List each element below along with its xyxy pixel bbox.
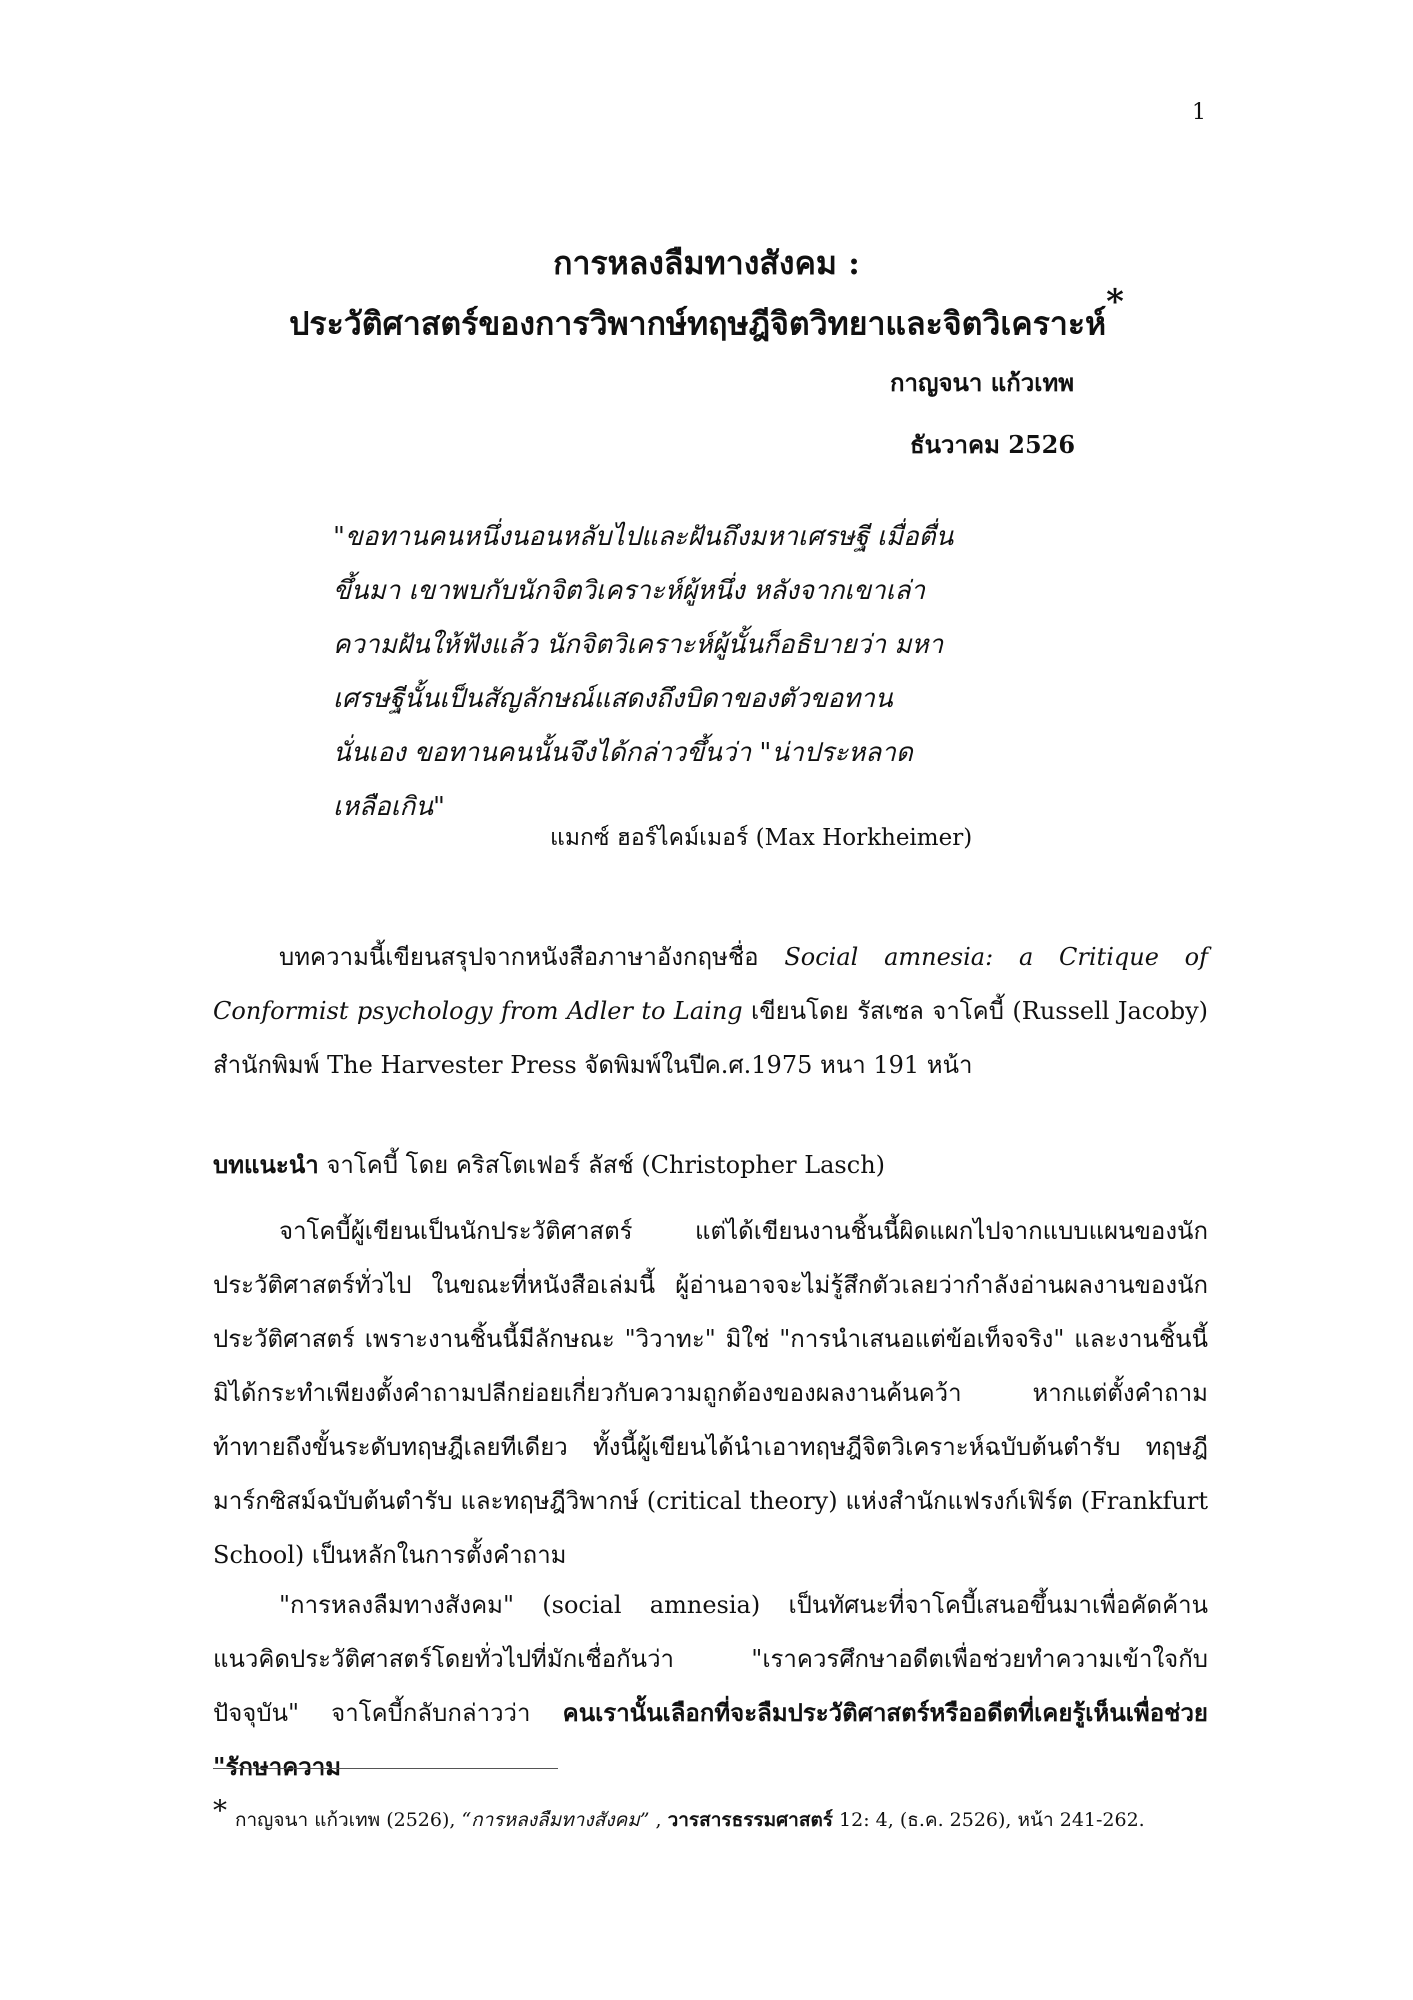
footnote-author-year: กาญจนา แก้วเทพ (2526), <box>235 1809 462 1831</box>
footnote-details: 12: 4, (ธ.ค. 2526), หน้า 241-262. <box>833 1809 1145 1831</box>
publication-date: ธันวาคม 2526 <box>910 430 1076 459</box>
section-heading-rest: จาโคบี้ โดย คริสโตเฟอร์ ลัสช์ (Christopher Lasch) <box>318 1151 886 1179</box>
section-heading-bold: บทแนะนำ <box>213 1150 319 1179</box>
footnote-journal: วารสารธรรมศาสตร์ <box>667 1809 833 1831</box>
book-title: Social amnesia: a Critique of Conformist psychology from Adler to Laing <box>213 943 1208 1025</box>
body-paragraph-1: จาโคบี้ผู้เขียนเป็นนักประวัติศาสตร์ แต่ได้เขียนงานชิ้นนี้ผิดแผกไปจากแบบแผนของนักประวัติศาสตร์ทั่วไป ในขณะที่หนังสือเล่มนี้ ผู้อ่านอาจจะไม่รู้สึกตัวเลยว่ากำลังอ่านผลงานของนักประวัติศาสตร์ เพราะงานชิ้นนี้มีลักษณะ "วิวาทะ" มิใช่ "การนำเสนอแต่ข้อเท็จจริง" และงานชิ้นนี้มิได้กระทำเพียงตั้งคำถามปลีกย่อยเกี่ยวกับความถูกต้องของผลงานค้นคว้า หากแต่ตั้งคำถามท้าทายถึงขั้นระดับทฤษฎีเลยทีเดียว ทั้งนี้ผู้เขียนได้นำเอาทฤษฎีจิตวิเคราะห์ฉบับต้นตำรับ ทฤษฎีมาร์กซิสม์ฉบับต้นตำรับ และทฤษฎีวิพากษ์ (critical theory) แห่งสำนักแฟรงก์เฟิร์ต (Frankfurt School) เป็นหลักในการตั้งคำถาม <box>213 1217 1208 1569</box>
footnote-divider <box>213 1768 558 1769</box>
title-line-1: การหลงลืมทางสังคม : <box>553 244 860 282</box>
footnote-separator: , <box>649 1809 668 1831</box>
intro-lead: บทความนี้เขียนสรุปจากหนังสือภาษาอังกฤษชื่อ <box>279 943 785 971</box>
section-heading <box>213 1138 1208 1192</box>
body-paragraph-2-bold: คนเรานั้นเลือกที่จะลืมประวัติศาสตร์หรืออดีตที่เคยรู้เห็นเพื่อช่วย "รักษาความ <box>213 1698 1208 1781</box>
footnote-marker: * <box>213 1794 227 1827</box>
title-line-2-text: ประวัติศาสตร์ของการวิพากษ์ทฤษฎีจิตวิทยาและจิตวิเคราะห์ <box>289 304 1107 343</box>
body-paragraph-2-lead: "การหลงลืมทางสังคม" (social amnesia) เป็นทัศนะที่จาโคบี้เสนอขึ้นมาเพื่อคัดค้านแนวคิดประวัติศาสตร์โดยทั่วไปที่มักเชื่อกันว่า "เราควรศึกษาอดีตเพื่อช่วยทำความเข้าใจกับปัจจุบัน" จาโคบี้กลับกล่าวว่า <box>213 1591 1208 1727</box>
epigraph-attribution: แมกซ์ ฮอร์ไคม์เมอร์ (Max Horkheimer) <box>550 825 973 851</box>
author-name: กาญจนา แก้วเทพ <box>890 368 1075 397</box>
epigraph-quote: "ขอทานคนหนึ่งนอนหลับไปและฝันถึงมหาเศรษฐี เมื่อตื่นขึ้นมา เขาพบกับนักจิตวิเคราะห์ผู้หนึ่ง หลังจากเขาเล่าความฝันให้ฟังแล้ว นักจิตวิเคราะห์ผู้นั้นก็อธิบายว่า มหาเศรษฐีนั้นเป็นสัญลักษณ์แสดงถึงบิดาของตัวขอทานนั่นเอง ขอทานคนนั้นจึงได้กล่าวขึ้นว่า "น่าประหลาดเหลือเกิน" <box>333 522 954 822</box>
title-footnote-marker[interactable]: * <box>1106 282 1124 322</box>
page-number: 1 <box>1192 100 1206 125</box>
intro-rest: เขียนโดย รัสเซล จาโคบี้ (Russell Jacoby) สำนักพิมพ์ The Harvester Press จัดพิมพ์ในปีค.ศ.1975 หนา 191 หน้า <box>213 997 1208 1079</box>
title-line-2 <box>0 282 1413 350</box>
body-paragraph-2 <box>213 1578 1208 1794</box>
footnote-article-title: “การหลงลืมทางสังคม” <box>461 1809 650 1831</box>
intro-paragraph <box>213 930 1208 1092</box>
footnote <box>213 1794 1213 1835</box>
